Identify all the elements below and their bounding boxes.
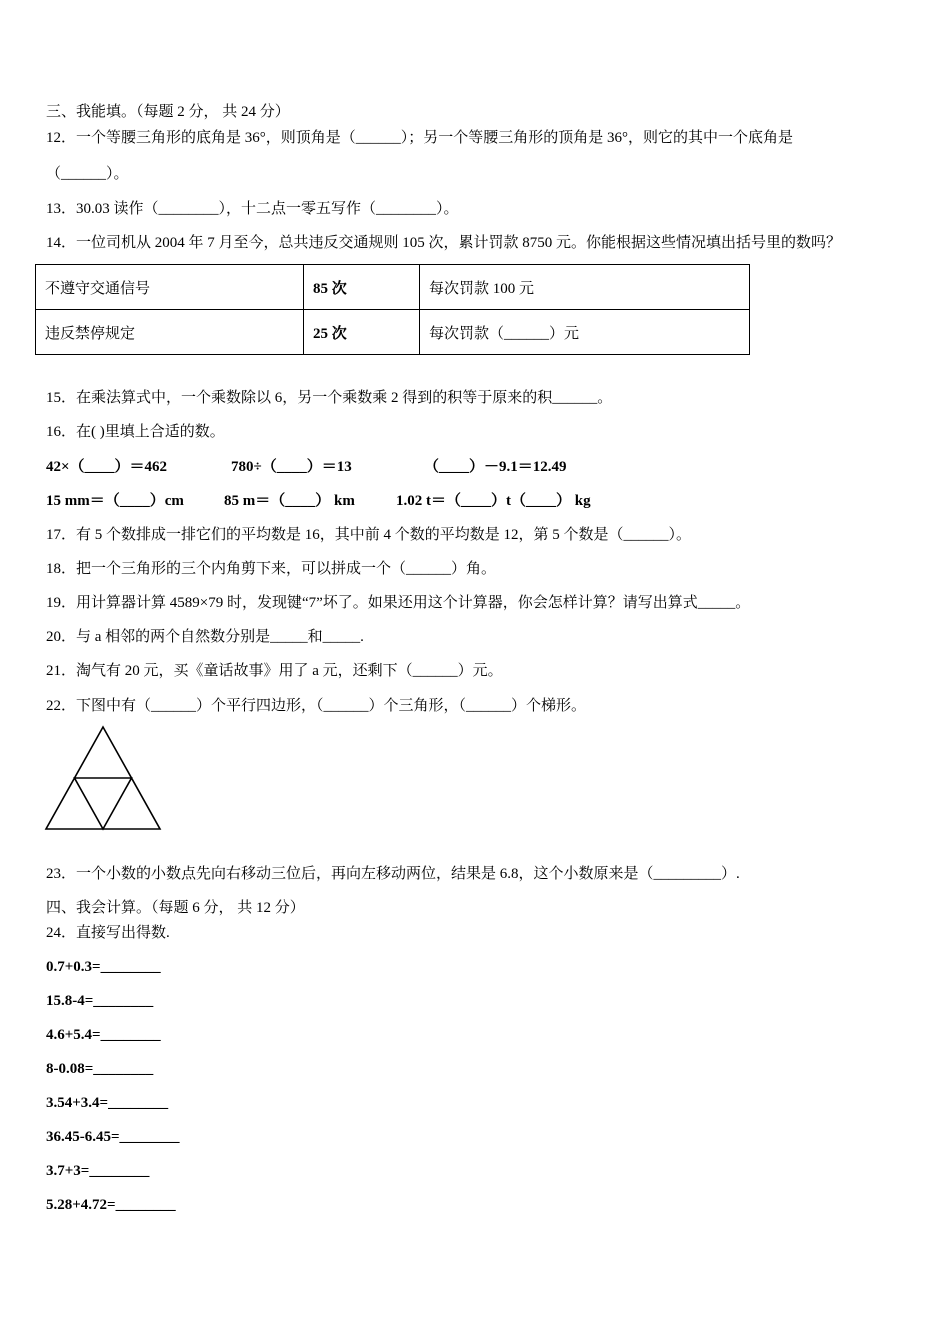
triangle-figure <box>44 725 164 833</box>
question-16-item: 1.02 t＝（____）t（____） kg <box>396 493 591 509</box>
question-14-table <box>35 264 750 355</box>
calc-item: 5.28+4.72=________ <box>46 1197 176 1213</box>
question-23: 23．一个小数的小数点先向右移动三位后，再向左移动两位，结果是 6.8，这个小数原来是（_________）. <box>46 866 740 882</box>
question-16-item: 780÷（____）＝13 <box>231 459 352 475</box>
table-cell: 每次罚款 100 元 <box>420 265 750 310</box>
calc-item: 36.45-6.45=________ <box>46 1129 180 1145</box>
table-cell: 85 次 <box>304 265 420 310</box>
section-4-title: 四、我会计算。（每题 6 分， 共 12 分） <box>46 900 305 916</box>
table-cell: 25 次 <box>304 310 420 355</box>
question-15: 15．在乘法算式中，一个乘数除以 6，另一个乘数乘 2 得到的积等于原来的积______。 <box>46 390 613 406</box>
calc-item: 15.8-4=________ <box>46 993 154 1009</box>
question-16-item: （____）－9.1＝12.49 <box>424 459 567 475</box>
question-16-item: 15 mm＝（____）cm <box>46 493 184 509</box>
inner-triangle <box>75 778 132 829</box>
calc-item: 8-0.08=________ <box>46 1061 154 1077</box>
calc-item: 0.7+0.3=________ <box>46 959 161 975</box>
question-16: 16．在( )里填上合适的数。 <box>46 424 225 440</box>
question-21: 21．淘气有 20 元，买《童话故事》用了 a 元，还剩下（______）元。 <box>46 663 503 679</box>
question-13: 13．30.03 读作（________），十二点一零五写作（________）。 <box>46 201 459 217</box>
question-22: 22．下图中有（______）个平行四边形，（______）个三角形，（______）个梯形。 <box>46 698 587 714</box>
question-19: 19．用计算器计算 4589×79 时，发现键“7”坏了。如果还用这个计算器，你会怎样计算？请写出算式_____。 <box>46 595 751 611</box>
question-16-item: 85 m＝（____） km <box>224 493 355 509</box>
table-cell: 不遵守交通信号 <box>36 265 304 310</box>
table-row <box>36 310 750 355</box>
question-17: 17．有 5 个数排成一排它们的平均数是 16，其中前 4 个数的平均数是 12，第 5 个数是（______）。 <box>46 527 692 543</box>
section-3-title: 三、我能填。（每题 2 分， 共 24 分） <box>46 104 290 120</box>
question-12-line-2: （______）。 <box>46 166 129 182</box>
question-14: 14．一位司机从 2004 年 7 月至今，总共违反交通规则 105 次，累计罚款 8750 元。你能根据这些情况填出括号里的数吗？ <box>46 235 842 251</box>
question-20: 20．与 a 相邻的两个自然数分别是_____和_____. <box>46 629 364 645</box>
question-16-item: 42×（____）＝462 <box>46 459 168 475</box>
table-cell: 每次罚款（______）元 <box>420 310 750 355</box>
calc-item: 3.7+3=________ <box>46 1163 150 1179</box>
question-18: 18．把一个三角形的三个内角剪下来，可以拼成一个（______）角。 <box>46 561 497 577</box>
table-cell: 违反禁停规定 <box>36 310 304 355</box>
calc-item: 4.6+5.4=________ <box>46 1027 161 1043</box>
calc-item: 3.54+3.4=________ <box>46 1095 169 1111</box>
question-24: 24．直接写出得数. <box>46 925 170 941</box>
question-12-line-1: 12．一个等腰三角形的底角是 36°，则顶角是（______）；另一个等腰三角形的顶角是 36°，则它的其中一个底角是 <box>46 130 794 146</box>
table-row <box>36 265 750 310</box>
